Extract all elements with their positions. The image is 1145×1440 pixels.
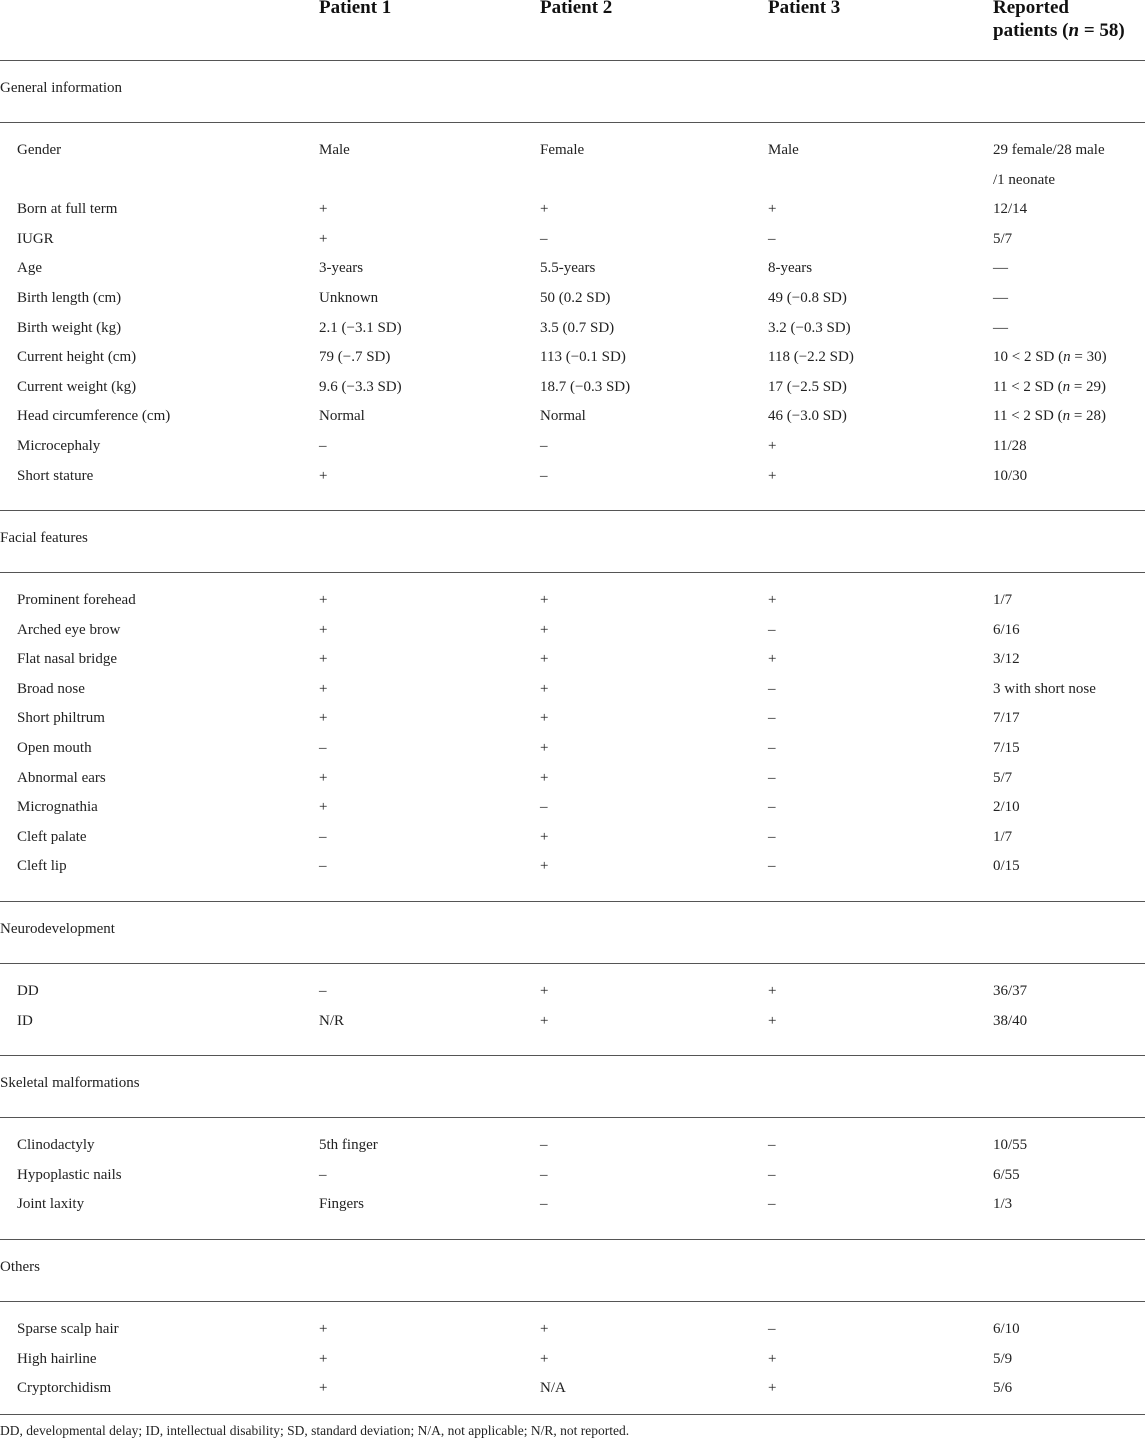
cell-patient-3: + xyxy=(768,1350,777,1367)
cell-patient-2: – xyxy=(540,1196,548,1213)
section-title: Neurodevelopment xyxy=(0,921,115,937)
header-patient-1: Patient 1 xyxy=(319,0,392,18)
section-header-divider xyxy=(0,572,1145,573)
cell-patient-2: – xyxy=(540,438,548,454)
table-row xyxy=(0,709,1145,739)
cell-patient-3: + xyxy=(768,438,777,454)
cell-reported: 36/37 xyxy=(993,983,1028,999)
table-row xyxy=(0,289,1145,319)
cell-patient-3: 17 (−2.5 SD) xyxy=(768,378,847,395)
cell-characteristic: Prominent forehead xyxy=(17,592,136,608)
cell-patient-1: N/R xyxy=(319,1012,345,1029)
cell-characteristic: Gender xyxy=(17,142,62,158)
cell-reported: 10/55 xyxy=(993,1137,1028,1153)
cell-patient-3: 46 (−3.0 SD) xyxy=(768,408,847,425)
cell-reported: 11/28 xyxy=(993,438,1027,454)
cell-characteristic: Flat nasal bridge xyxy=(17,651,117,668)
cell-patient-1: + xyxy=(319,592,328,608)
table-row xyxy=(0,1379,1145,1409)
table-row xyxy=(0,769,1145,799)
cell-reported: 10 < 2 SD (n = 30) xyxy=(993,349,1107,366)
cell-reported: 1/7 xyxy=(993,828,1013,845)
cell-characteristic: Cleft palate xyxy=(17,828,87,845)
cell-characteristic: Birth length (cm) xyxy=(17,290,122,306)
cell-patient-3: + xyxy=(768,467,777,484)
cell-patient-1: + xyxy=(319,230,328,247)
cell-patient-1: – xyxy=(319,438,327,454)
cell-characteristic: Joint laxity xyxy=(17,1196,85,1213)
cell-patient-2: + xyxy=(540,983,549,999)
cell-patient-1: 79 (−.7 SD) xyxy=(319,349,391,366)
cell-patient-2: 18.7 (−0.3 SD) xyxy=(540,378,631,395)
cell-reported: /1 neonate xyxy=(993,171,1056,188)
cell-characteristic: Abnormal ears xyxy=(17,769,106,786)
table-header xyxy=(0,0,1145,60)
cell-patient-1: + xyxy=(319,1380,328,1397)
table-footnote: DD, developmental delay; ID, intellectual disability; SD, standard deviation; N/A, not applicable; N/R, not reported. xyxy=(0,1423,630,1438)
cell-characteristic: Sparse scalp hair xyxy=(17,1321,119,1337)
cell-patient-3: – xyxy=(768,1137,776,1153)
cell-patient-2: 3.5 (0.7 SD) xyxy=(540,319,615,336)
cell-reported: 38/40 xyxy=(993,1012,1028,1029)
cell-patient-1: Normal xyxy=(319,408,365,425)
cell-reported: 5/7 xyxy=(993,769,1013,786)
cell-patient-2: + xyxy=(540,680,549,697)
section-divider xyxy=(0,60,1145,61)
cell-characteristic: Current height (cm) xyxy=(17,349,137,366)
cell-patient-2: N/A xyxy=(540,1380,566,1397)
cell-patient-1: Unknown xyxy=(319,290,379,306)
cell-characteristic: Short philtrum xyxy=(17,710,105,727)
cell-reported: 7/17 xyxy=(993,710,1020,727)
cell-patient-2: + xyxy=(540,1350,549,1367)
cell-patient-1: + xyxy=(319,769,328,786)
cell-patient-1: – xyxy=(319,1166,327,1183)
cell-reported: — xyxy=(993,290,1008,306)
section-header-divider xyxy=(0,1117,1145,1118)
cell-patient-1: + xyxy=(319,799,328,816)
cell-characteristic: Cleft lip xyxy=(17,858,67,875)
table-row xyxy=(0,680,1145,710)
cell-patient-1: + xyxy=(319,621,328,638)
cell-reported: 6/55 xyxy=(993,1166,1020,1183)
table-row xyxy=(0,437,1145,467)
section-title: Others xyxy=(0,1259,40,1275)
cell-characteristic: Micrognathia xyxy=(17,799,98,816)
table-row xyxy=(0,1166,1145,1196)
cell-patient-2: + xyxy=(540,710,549,727)
cell-patient-2: + xyxy=(540,828,549,845)
cell-reported: 1/3 xyxy=(993,1196,1013,1213)
table-row xyxy=(0,407,1145,437)
cell-patient-2: + xyxy=(540,769,549,786)
table-row xyxy=(0,319,1145,349)
cell-characteristic: Current weight (kg) xyxy=(17,378,137,395)
cell-reported: — xyxy=(993,319,1008,336)
cell-characteristic: Short stature xyxy=(17,467,94,484)
cell-patient-3: + xyxy=(768,1012,777,1029)
table-row xyxy=(0,259,1145,289)
table-row xyxy=(0,591,1145,621)
cell-patient-2: – xyxy=(540,467,548,484)
cell-patient-1: – xyxy=(319,740,327,756)
cell-patient-3: – xyxy=(768,1166,776,1183)
header-patient-3: Patient 3 xyxy=(768,0,841,18)
cell-characteristic: Open mouth xyxy=(17,740,92,756)
cell-patient-3: – xyxy=(768,740,776,756)
cell-reported: 11 < 2 SD (n = 29) xyxy=(993,378,1107,395)
cell-patient-2: Female xyxy=(540,142,585,158)
cell-characteristic: Head circumference (cm) xyxy=(17,408,171,425)
cell-patient-2: – xyxy=(540,1137,548,1153)
cell-patient-3: + xyxy=(768,1380,777,1397)
table-row xyxy=(0,1350,1145,1380)
cell-characteristic: Arched eye brow xyxy=(17,621,121,638)
cell-patient-1: + xyxy=(319,1321,328,1337)
cell-patient-1: + xyxy=(319,710,328,727)
cell-patient-1: Fingers xyxy=(319,1196,364,1213)
cell-reported: 10/30 xyxy=(993,467,1028,484)
cell-patient-1: – xyxy=(319,983,327,999)
cell-patient-3: – xyxy=(768,230,776,247)
cell-patient-1: 2.1 (−3.1 SD) xyxy=(319,319,402,336)
cell-patient-2: 113 (−0.1 SD) xyxy=(540,349,626,366)
section-divider xyxy=(0,510,1145,511)
cell-patient-3: – xyxy=(768,621,776,638)
cell-characteristic: ID xyxy=(17,1012,33,1029)
cell-patient-3: + xyxy=(768,592,777,608)
cell-patient-2: + xyxy=(540,1321,549,1337)
header-reported-line1: Reported xyxy=(993,0,1069,18)
table-row xyxy=(0,1136,1145,1166)
section-title: Facial features xyxy=(0,530,88,546)
table-row xyxy=(0,141,1145,171)
cell-reported: 29 female/28 male xyxy=(993,142,1105,158)
cell-patient-1: + xyxy=(319,201,328,218)
cell-patient-3: 118 (−2.2 SD) xyxy=(768,349,854,366)
cell-patient-2: – xyxy=(540,230,548,247)
table-row xyxy=(0,1320,1145,1350)
section-divider xyxy=(0,1239,1145,1240)
cell-patient-1: + xyxy=(319,651,328,668)
table-row xyxy=(0,798,1145,828)
table-row xyxy=(0,230,1145,260)
cell-reported: 1/7 xyxy=(993,592,1013,608)
section-title: General information xyxy=(0,80,123,96)
cell-characteristic: Age xyxy=(17,260,42,277)
table-row xyxy=(0,857,1145,887)
cell-reported: 3 with short nose xyxy=(993,680,1096,697)
table-row xyxy=(0,1195,1145,1225)
table-row xyxy=(0,982,1145,1012)
cell-characteristic: Hypoplastic nails xyxy=(17,1166,122,1183)
cell-patient-3: 3.2 (−0.3 SD) xyxy=(768,319,851,336)
cell-patient-1: 5th finger xyxy=(319,1137,378,1153)
table-row xyxy=(0,1012,1145,1042)
section-divider xyxy=(0,901,1145,902)
table-row xyxy=(0,200,1145,230)
cell-patient-2: + xyxy=(540,740,549,756)
cell-characteristic: Broad nose xyxy=(17,680,85,697)
cell-patient-3: – xyxy=(768,1321,776,1337)
cell-characteristic: Cryptorchidism xyxy=(17,1380,112,1397)
cell-patient-1: – xyxy=(319,828,327,845)
cell-patient-3: – xyxy=(768,680,776,697)
section-title: Skeletal malformations xyxy=(0,1075,140,1091)
table-row xyxy=(0,171,1145,201)
cell-patient-2: + xyxy=(540,1012,549,1029)
cell-patient-1: + xyxy=(319,1350,328,1367)
table-row xyxy=(0,467,1145,497)
cell-patient-2: 50 (0.2 SD) xyxy=(540,290,611,306)
header-reported-line2: patients (n = 58) xyxy=(993,20,1125,41)
table-row xyxy=(0,621,1145,651)
table-row xyxy=(0,378,1145,408)
cell-patient-2: – xyxy=(540,1166,548,1183)
table-row xyxy=(0,828,1145,858)
section-header-divider xyxy=(0,122,1145,123)
cell-patient-3: – xyxy=(768,769,776,786)
cell-characteristic: Microcephaly xyxy=(17,438,101,454)
cell-characteristic: High hairline xyxy=(17,1350,97,1367)
cell-patient-3: + xyxy=(768,201,777,218)
cell-patient-3: – xyxy=(768,710,776,727)
cell-patient-1: Male xyxy=(319,142,350,158)
cell-patient-3: 49 (−0.8 SD) xyxy=(768,290,847,306)
cell-reported: — xyxy=(993,260,1008,277)
section-header-divider xyxy=(0,963,1145,964)
cell-patient-3: – xyxy=(768,799,776,816)
section-header-divider xyxy=(0,1301,1145,1302)
cell-reported: 11 < 2 SD (n = 28) xyxy=(993,408,1107,425)
cell-patient-1: 9.6 (−3.3 SD) xyxy=(319,378,402,395)
cell-reported: 0/15 xyxy=(993,858,1020,875)
cell-reported: 3/12 xyxy=(993,651,1020,668)
cell-patient-1: + xyxy=(319,467,328,484)
cell-reported: 5/6 xyxy=(993,1380,1013,1397)
cell-reported: 5/9 xyxy=(993,1350,1013,1367)
cell-patient-2: Normal xyxy=(540,408,586,425)
cell-patient-3: + xyxy=(768,983,777,999)
cell-patient-3: 8-years xyxy=(768,260,813,277)
table-row xyxy=(0,348,1145,378)
cell-characteristic: Born at full term xyxy=(17,201,118,218)
cell-patient-3: – xyxy=(768,1196,776,1213)
cell-reported: 6/10 xyxy=(993,1321,1020,1337)
cell-reported: 2/10 xyxy=(993,799,1020,816)
cell-patient-2: 5.5-years xyxy=(540,260,596,277)
cell-patient-3: – xyxy=(768,828,776,845)
cell-reported: 5/7 xyxy=(993,230,1013,247)
section-divider xyxy=(0,1055,1145,1056)
cell-patient-1: 3-years xyxy=(319,260,364,277)
table-row xyxy=(0,739,1145,769)
cell-patient-1: + xyxy=(319,680,328,697)
cell-reported: 12/14 xyxy=(993,201,1028,218)
cell-patient-1: – xyxy=(319,858,327,875)
cell-patient-2: + xyxy=(540,651,549,668)
cell-patient-2: – xyxy=(540,799,548,816)
cell-characteristic: Birth weight (kg) xyxy=(17,319,122,336)
cell-characteristic: DD xyxy=(17,983,39,999)
header-patient-2: Patient 2 xyxy=(540,0,613,18)
cell-patient-2: + xyxy=(540,201,549,218)
table-row xyxy=(0,650,1145,680)
cell-characteristic: IUGR xyxy=(17,230,54,247)
cell-patient-3: + xyxy=(768,651,777,668)
cell-reported: 7/15 xyxy=(993,740,1020,756)
cell-patient-3: – xyxy=(768,858,776,875)
cell-patient-2: + xyxy=(540,858,549,875)
cell-characteristic: Clinodactyly xyxy=(17,1137,95,1153)
cell-reported: 6/16 xyxy=(993,621,1020,638)
cell-patient-2: + xyxy=(540,592,549,608)
table-bottom-rule xyxy=(0,1414,1145,1415)
cell-patient-2: + xyxy=(540,621,549,638)
cell-patient-3: Male xyxy=(768,142,799,158)
